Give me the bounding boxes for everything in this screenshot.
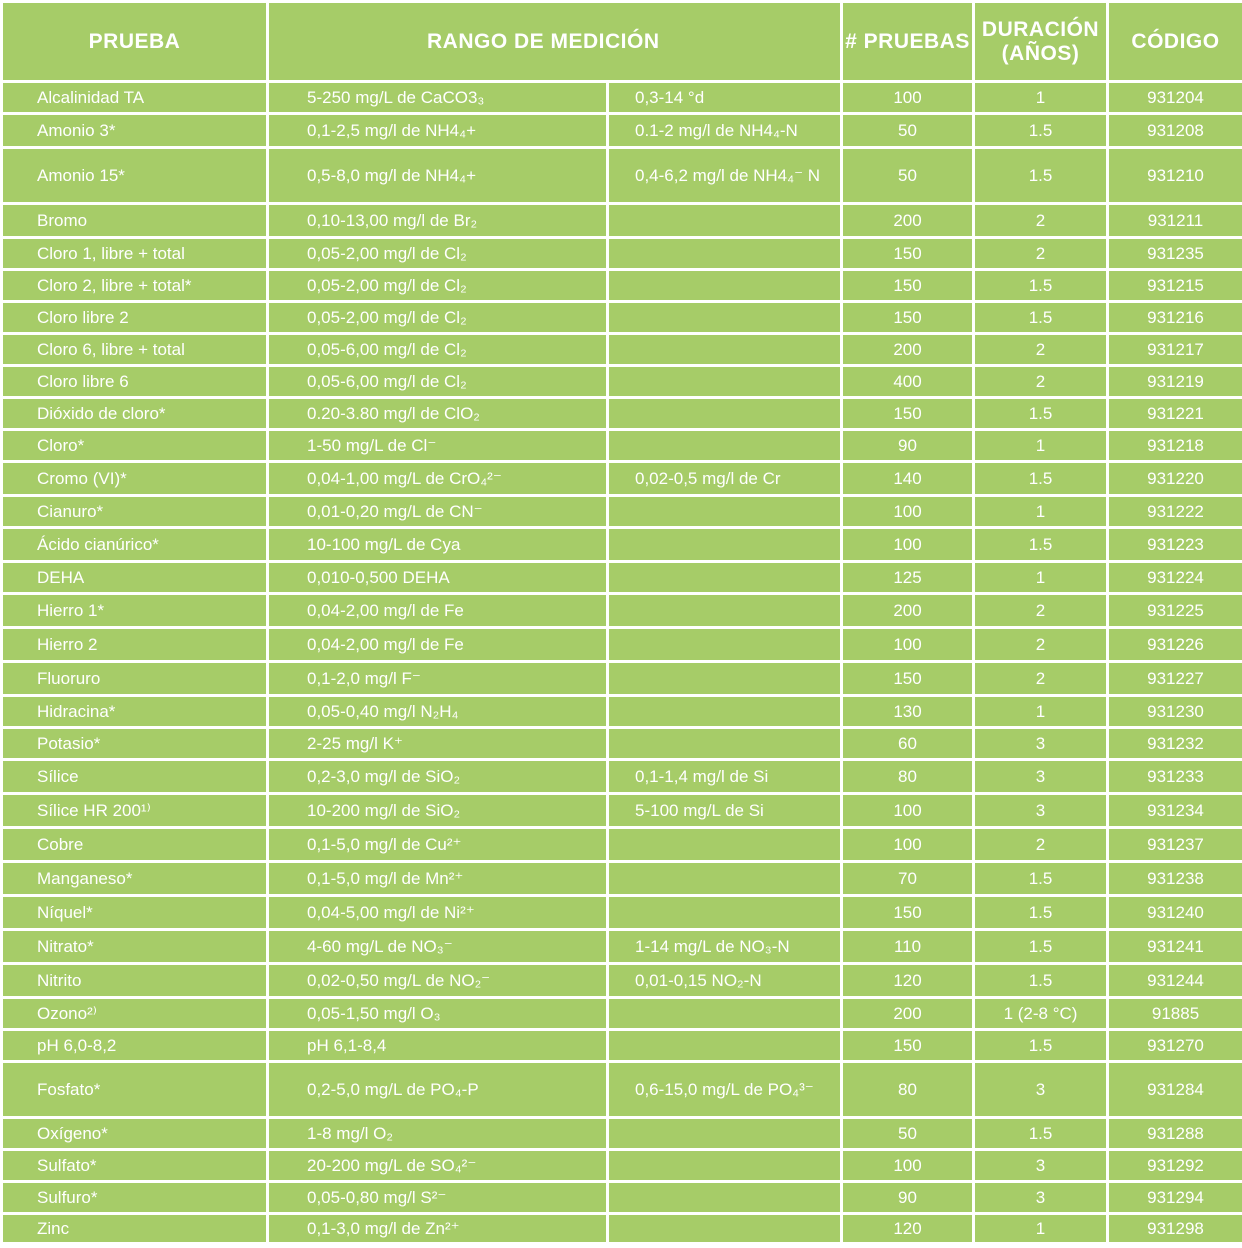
range-secondary xyxy=(608,998,842,1030)
range-primary: pH 6,1-8,4 xyxy=(268,1030,608,1062)
header-row xyxy=(2,2,1242,82)
product-code: 931224 xyxy=(1108,562,1242,594)
test-count: 130 xyxy=(842,696,974,728)
duration-years: 1.5 xyxy=(974,964,1108,998)
duration-years: 3 xyxy=(974,1182,1108,1214)
range-primary: 0,01-0,20 mg/L de CN⁻ xyxy=(268,496,608,528)
header-code: CÓDIGO xyxy=(1108,2,1242,82)
test-count: 110 xyxy=(842,930,974,964)
range-primary: 0,04-5,00 mg/l de Ni²⁺ xyxy=(268,896,608,930)
test-count: 80 xyxy=(842,760,974,794)
range-secondary xyxy=(608,270,842,302)
test-count: 200 xyxy=(842,594,974,628)
duration-years: 3 xyxy=(974,760,1108,794)
range-primary: 0,1-3,0 mg/l de Zn²⁺ xyxy=(268,1214,608,1244)
table-row xyxy=(2,430,1242,462)
table-row xyxy=(2,896,1242,930)
table-row xyxy=(2,760,1242,794)
product-code: 931294 xyxy=(1108,1182,1242,1214)
product-code: 931217 xyxy=(1108,334,1242,366)
range-primary: 0,05-0,40 mg/l N₂H₄ xyxy=(268,696,608,728)
product-code: 931226 xyxy=(1108,628,1242,662)
test-count: 125 xyxy=(842,562,974,594)
duration-years: 1.5 xyxy=(974,462,1108,496)
range-secondary: 0.1-2 mg/l de NH4₄-N xyxy=(608,114,842,148)
header-duration: DURACIÓN (AÑOS) xyxy=(974,2,1108,82)
test-count: 200 xyxy=(842,334,974,366)
range-secondary xyxy=(608,696,842,728)
test-name: Cloro 2, libre + total* xyxy=(2,270,268,302)
test-name: Cloro libre 6 xyxy=(2,366,268,398)
range-secondary xyxy=(608,562,842,594)
table-row xyxy=(2,728,1242,760)
product-code: 931244 xyxy=(1108,964,1242,998)
duration-years: 1 xyxy=(974,496,1108,528)
range-primary: 0,1-5,0 mg/l de Cu²⁺ xyxy=(268,828,608,862)
duration-years: 1.5 xyxy=(974,302,1108,334)
duration-years: 1.5 xyxy=(974,862,1108,896)
range-secondary: 0,1-1,4 mg/l de Si xyxy=(608,760,842,794)
range-primary: 0,2-5,0 mg/L de PO₄-P xyxy=(268,1062,608,1118)
product-code: 931288 xyxy=(1108,1118,1242,1150)
header-count: # PRUEBAS xyxy=(842,2,974,82)
range-primary: 0,1-2,0 mg/l F⁻ xyxy=(268,662,608,696)
product-code: 931227 xyxy=(1108,662,1242,696)
duration-years: 1.5 xyxy=(974,398,1108,430)
product-code: 931223 xyxy=(1108,528,1242,562)
table-body xyxy=(2,82,1242,1244)
range-secondary: 0,3-14 °d xyxy=(608,82,842,114)
table-row xyxy=(2,302,1242,334)
duration-years: 1.5 xyxy=(974,270,1108,302)
product-code: 931221 xyxy=(1108,398,1242,430)
range-secondary: 5-100 mg/L de Si xyxy=(608,794,842,828)
range-primary: 0,05-2,00 mg/l de Cl₂ xyxy=(268,302,608,334)
test-count: 120 xyxy=(842,1214,974,1244)
duration-years: 1.5 xyxy=(974,528,1108,562)
product-code: 931215 xyxy=(1108,270,1242,302)
table-row xyxy=(2,696,1242,728)
test-name: Hierro 2 xyxy=(2,628,268,662)
range-primary: 0,05-1,50 mg/l O₃ xyxy=(268,998,608,1030)
test-name: Cloro* xyxy=(2,430,268,462)
duration-years: 1 xyxy=(974,82,1108,114)
table-row xyxy=(2,1214,1242,1244)
range-primary: 20-200 mg/L de SO₄²⁻ xyxy=(268,1150,608,1182)
table-row xyxy=(2,366,1242,398)
duration-years: 1.5 xyxy=(974,930,1108,964)
duration-years: 1.5 xyxy=(974,114,1108,148)
duration-years: 1 xyxy=(974,562,1108,594)
table-row xyxy=(2,204,1242,238)
range-secondary xyxy=(608,334,842,366)
range-primary: 0,2-3,0 mg/l de SiO₂ xyxy=(268,760,608,794)
test-name: Cianuro* xyxy=(2,496,268,528)
duration-years: 2 xyxy=(974,662,1108,696)
test-count: 100 xyxy=(842,528,974,562)
product-code: 931284 xyxy=(1108,1062,1242,1118)
duration-years: 1.5 xyxy=(974,148,1108,204)
test-name: Fosfato* xyxy=(2,1062,268,1118)
test-count: 200 xyxy=(842,204,974,238)
duration-years: 1.5 xyxy=(974,1030,1108,1062)
test-count: 60 xyxy=(842,728,974,760)
range-primary: 0,5-8,0 mg/l de NH4₄+ xyxy=(268,148,608,204)
test-count: 50 xyxy=(842,148,974,204)
test-count: 150 xyxy=(842,1030,974,1062)
test-count: 90 xyxy=(842,430,974,462)
range-secondary xyxy=(608,302,842,334)
test-name: Potasio* xyxy=(2,728,268,760)
range-primary: 1-8 mg/l O₂ xyxy=(268,1118,608,1150)
test-name: Alcalinidad TA xyxy=(2,82,268,114)
range-secondary xyxy=(608,1030,842,1062)
test-name: Amonio 3* xyxy=(2,114,268,148)
header-test: PRUEBA xyxy=(2,2,268,82)
table-row xyxy=(2,1150,1242,1182)
range-primary: 0,05-6,00 mg/l de Cl₂ xyxy=(268,334,608,366)
duration-years: 1 xyxy=(974,1214,1108,1244)
product-code: 931235 xyxy=(1108,238,1242,270)
range-secondary: 0,02-0,5 mg/l de Cr xyxy=(608,462,842,496)
table-row xyxy=(2,562,1242,594)
test-name: Sílice xyxy=(2,760,268,794)
range-primary: 2-25 mg/l K⁺ xyxy=(268,728,608,760)
range-primary: 0,05-0,80 mg/l S²⁻ xyxy=(268,1182,608,1214)
range-primary: 0,05-6,00 mg/l de Cl₂ xyxy=(268,366,608,398)
range-primary: 0,10-13,00 mg/l de Br₂ xyxy=(268,204,608,238)
test-name: Ozono²⁾ xyxy=(2,998,268,1030)
test-count: 150 xyxy=(842,270,974,302)
range-secondary xyxy=(608,528,842,562)
range-secondary xyxy=(608,238,842,270)
product-code: 931204 xyxy=(1108,82,1242,114)
product-code: 931241 xyxy=(1108,930,1242,964)
duration-years: 2 xyxy=(974,334,1108,366)
range-primary: 1-50 mg/L de Cl⁻ xyxy=(268,430,608,462)
product-code: 931240 xyxy=(1108,896,1242,930)
test-name: DEHA xyxy=(2,562,268,594)
test-name: Oxígeno* xyxy=(2,1118,268,1150)
range-secondary xyxy=(608,828,842,862)
test-name: Zinc xyxy=(2,1214,268,1244)
table-row xyxy=(2,334,1242,366)
range-secondary xyxy=(608,366,842,398)
test-count: 50 xyxy=(842,114,974,148)
product-code: 91885 xyxy=(1108,998,1242,1030)
test-name: Níquel* xyxy=(2,896,268,930)
product-code: 931238 xyxy=(1108,862,1242,896)
test-name: Hierro 1* xyxy=(2,594,268,628)
duration-years: 2 xyxy=(974,628,1108,662)
product-code: 931210 xyxy=(1108,148,1242,204)
table-row xyxy=(2,1182,1242,1214)
range-primary: 4-60 mg/L de NO₃⁻ xyxy=(268,930,608,964)
range-secondary xyxy=(608,662,842,696)
range-primary: 0,05-2,00 mg/l de Cl₂ xyxy=(268,238,608,270)
range-primary: 0,010-0,500 DEHA xyxy=(268,562,608,594)
product-code: 931211 xyxy=(1108,204,1242,238)
product-code: 931234 xyxy=(1108,794,1242,828)
range-secondary xyxy=(608,628,842,662)
range-secondary xyxy=(608,1214,842,1244)
duration-years: 3 xyxy=(974,728,1108,760)
test-count: 400 xyxy=(842,366,974,398)
range-primary: 10-200 mg/l de SiO₂ xyxy=(268,794,608,828)
product-code: 931298 xyxy=(1108,1214,1242,1244)
range-primary: 0,04-2,00 mg/l de Fe xyxy=(268,594,608,628)
range-primary: 0,1-2,5 mg/l de NH4₄+ xyxy=(268,114,608,148)
test-name: Fluoruro xyxy=(2,662,268,696)
duration-years: 2 xyxy=(974,238,1108,270)
table-row xyxy=(2,998,1242,1030)
table-row xyxy=(2,148,1242,204)
test-name: Sílice HR 200¹⁾ xyxy=(2,794,268,828)
range-secondary xyxy=(608,1118,842,1150)
table-row xyxy=(2,496,1242,528)
test-name: Cobre xyxy=(2,828,268,862)
range-secondary: 0,01-0,15 NO₂-N xyxy=(608,964,842,998)
range-secondary xyxy=(608,1182,842,1214)
range-secondary xyxy=(608,496,842,528)
duration-years: 1.5 xyxy=(974,1118,1108,1150)
duration-years: 1.5 xyxy=(974,896,1108,930)
table-row xyxy=(2,828,1242,862)
table-row xyxy=(2,662,1242,696)
product-code: 931230 xyxy=(1108,696,1242,728)
range-secondary xyxy=(608,398,842,430)
table-row xyxy=(2,930,1242,964)
duration-years: 1 (2-8 °C) xyxy=(974,998,1108,1030)
test-name: Nitrito xyxy=(2,964,268,998)
test-count: 80 xyxy=(842,1062,974,1118)
test-name: Amonio 15* xyxy=(2,148,268,204)
test-name: Nitrato* xyxy=(2,930,268,964)
range-primary: 10-100 mg/L de Cya xyxy=(268,528,608,562)
duration-years: 2 xyxy=(974,366,1108,398)
table-row xyxy=(2,964,1242,998)
header-range: RANGO DE MEDICIÓN xyxy=(268,2,842,82)
duration-years: 2 xyxy=(974,594,1108,628)
test-count: 150 xyxy=(842,896,974,930)
test-name: pH 6,0-8,2 xyxy=(2,1030,268,1062)
range-secondary xyxy=(608,862,842,896)
table-row xyxy=(2,862,1242,896)
table-row xyxy=(2,1062,1242,1118)
test-name: Ácido cianúrico* xyxy=(2,528,268,562)
test-count: 100 xyxy=(842,828,974,862)
duration-years: 1 xyxy=(974,430,1108,462)
table-row xyxy=(2,1030,1242,1062)
test-count: 100 xyxy=(842,794,974,828)
range-primary: 5-250 mg/L de CaCO3₃ xyxy=(268,82,608,114)
range-secondary xyxy=(608,204,842,238)
test-count: 150 xyxy=(842,662,974,696)
product-code: 931233 xyxy=(1108,760,1242,794)
range-secondary xyxy=(608,430,842,462)
range-secondary xyxy=(608,594,842,628)
table-row xyxy=(2,270,1242,302)
test-name: Cloro 1, libre + total xyxy=(2,238,268,270)
product-code: 931292 xyxy=(1108,1150,1242,1182)
duration-years: 1 xyxy=(974,696,1108,728)
product-code: 931208 xyxy=(1108,114,1242,148)
range-primary: 0,1-5,0 mg/l de Mn²⁺ xyxy=(268,862,608,896)
test-name: Cloro libre 2 xyxy=(2,302,268,334)
table-row xyxy=(2,114,1242,148)
table-row xyxy=(2,594,1242,628)
range-secondary: 1-14 mg/L de NO₃-N xyxy=(608,930,842,964)
duration-years: 3 xyxy=(974,794,1108,828)
table-row xyxy=(2,238,1242,270)
duration-years: 2 xyxy=(974,204,1108,238)
range-primary: 0,02-0,50 mg/L de NO₂⁻ xyxy=(268,964,608,998)
test-name: Dióxido de cloro* xyxy=(2,398,268,430)
range-primary: 0,04-1,00 mg/L de CrO₄²⁻ xyxy=(268,462,608,496)
test-name: Bromo xyxy=(2,204,268,238)
range-primary: 0.20-3.80 mg/l de ClO₂ xyxy=(268,398,608,430)
test-count: 50 xyxy=(842,1118,974,1150)
test-count: 150 xyxy=(842,238,974,270)
test-name: Hidracina* xyxy=(2,696,268,728)
product-code: 931219 xyxy=(1108,366,1242,398)
test-name: Cromo (VI)* xyxy=(2,462,268,496)
test-name: Sulfato* xyxy=(2,1150,268,1182)
test-count: 150 xyxy=(842,302,974,334)
range-secondary xyxy=(608,896,842,930)
test-count: 100 xyxy=(842,82,974,114)
product-code: 931225 xyxy=(1108,594,1242,628)
range-primary: 0,04-2,00 mg/l de Fe xyxy=(268,628,608,662)
test-count: 90 xyxy=(842,1182,974,1214)
range-primary: 0,05-2,00 mg/l de Cl₂ xyxy=(268,270,608,302)
test-count: 140 xyxy=(842,462,974,496)
test-name: Cloro 6, libre + total xyxy=(2,334,268,366)
test-name: Manganeso* xyxy=(2,862,268,896)
test-count: 70 xyxy=(842,862,974,896)
duration-years: 3 xyxy=(974,1062,1108,1118)
product-code: 931218 xyxy=(1108,430,1242,462)
test-name: Sulfuro* xyxy=(2,1182,268,1214)
test-count: 100 xyxy=(842,1150,974,1182)
table-row xyxy=(2,528,1242,562)
table-row xyxy=(2,1118,1242,1150)
range-secondary: 0,4-6,2 mg/l de NH4₄⁻ N xyxy=(608,148,842,204)
test-count: 100 xyxy=(842,496,974,528)
duration-years: 2 xyxy=(974,828,1108,862)
table-row xyxy=(2,82,1242,114)
test-count: 120 xyxy=(842,964,974,998)
product-code: 931222 xyxy=(1108,496,1242,528)
duration-years: 3 xyxy=(974,1150,1108,1182)
range-secondary xyxy=(608,728,842,760)
product-code: 931220 xyxy=(1108,462,1242,496)
product-code: 931270 xyxy=(1108,1030,1242,1062)
test-count: 200 xyxy=(842,998,974,1030)
range-secondary xyxy=(608,1150,842,1182)
test-count: 150 xyxy=(842,398,974,430)
table-row xyxy=(2,462,1242,496)
table-row xyxy=(2,398,1242,430)
table-row xyxy=(2,794,1242,828)
table-row xyxy=(2,628,1242,662)
product-code: 931216 xyxy=(1108,302,1242,334)
product-code: 931237 xyxy=(1108,828,1242,862)
test-count: 100 xyxy=(842,628,974,662)
product-code: 931232 xyxy=(1108,728,1242,760)
range-secondary: 0,6-15,0 mg/L de PO₄³⁻ xyxy=(608,1062,842,1118)
